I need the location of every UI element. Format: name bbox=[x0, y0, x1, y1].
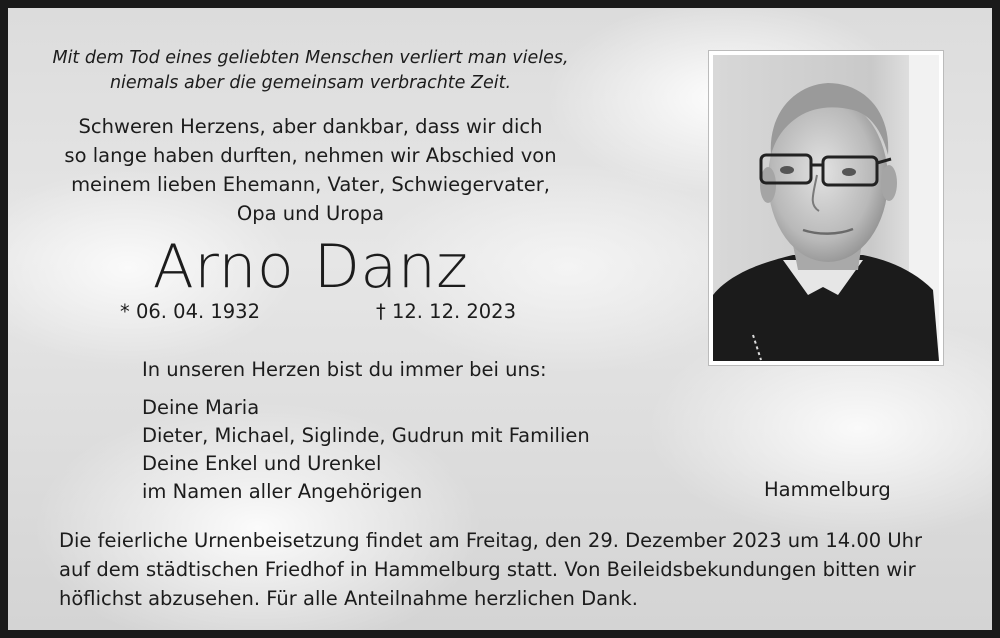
portrait-icon bbox=[713, 55, 939, 361]
intro-line: so lange haben durften, nehmen wir Abschied von bbox=[64, 144, 557, 167]
death-date: † 12. 12. 2023 bbox=[376, 300, 516, 323]
mourners-heading: In unseren Herzen bist du immer bei uns: bbox=[142, 358, 547, 381]
birth-date: * 06. 04. 1932 bbox=[120, 300, 260, 323]
intro-line: Opa und Uropa bbox=[236, 202, 385, 225]
quote-line: niemals aber die gemeinsam verbrachte Zeit. bbox=[109, 73, 512, 93]
mourner-line: Deine Maria bbox=[142, 396, 260, 419]
obituary-card bbox=[8, 8, 992, 630]
memorial-quote bbox=[48, 46, 573, 96]
intro-text bbox=[48, 112, 573, 228]
closing-text: Die feierliche Urnenbeisetzung findet am Freitag, den 29. Dezember 2023 um 14.00 Uhr auf dem städtischen Friedhof in Hammelburg statt. Von Beileidsbekundungen bitten wir höflichst abzusehen. Für alle Anteilnahme herzlichen Dank. bbox=[59, 529, 923, 610]
deceased-name: Arno Danz bbox=[152, 232, 469, 302]
quote-line: Mit dem Tod eines geliebten Menschen verliert man vieles, bbox=[52, 48, 569, 68]
place-name: Hammelburg bbox=[764, 478, 891, 501]
intro-line: Schweren Herzens, aber dankbar, dass wir dich bbox=[78, 115, 543, 138]
intro-line: meinem lieben Ehemann, Vater, Schwiegervater, bbox=[71, 173, 550, 196]
mourner-line: im Namen aller Angehörigen bbox=[142, 480, 423, 503]
mourner-line: Dieter, Michael, Siglinde, Gudrun mit Familien bbox=[142, 424, 590, 447]
portrait-photo bbox=[708, 50, 944, 366]
mourner-line: Deine Enkel und Urenkel bbox=[142, 452, 382, 475]
mourners-list bbox=[142, 394, 590, 506]
